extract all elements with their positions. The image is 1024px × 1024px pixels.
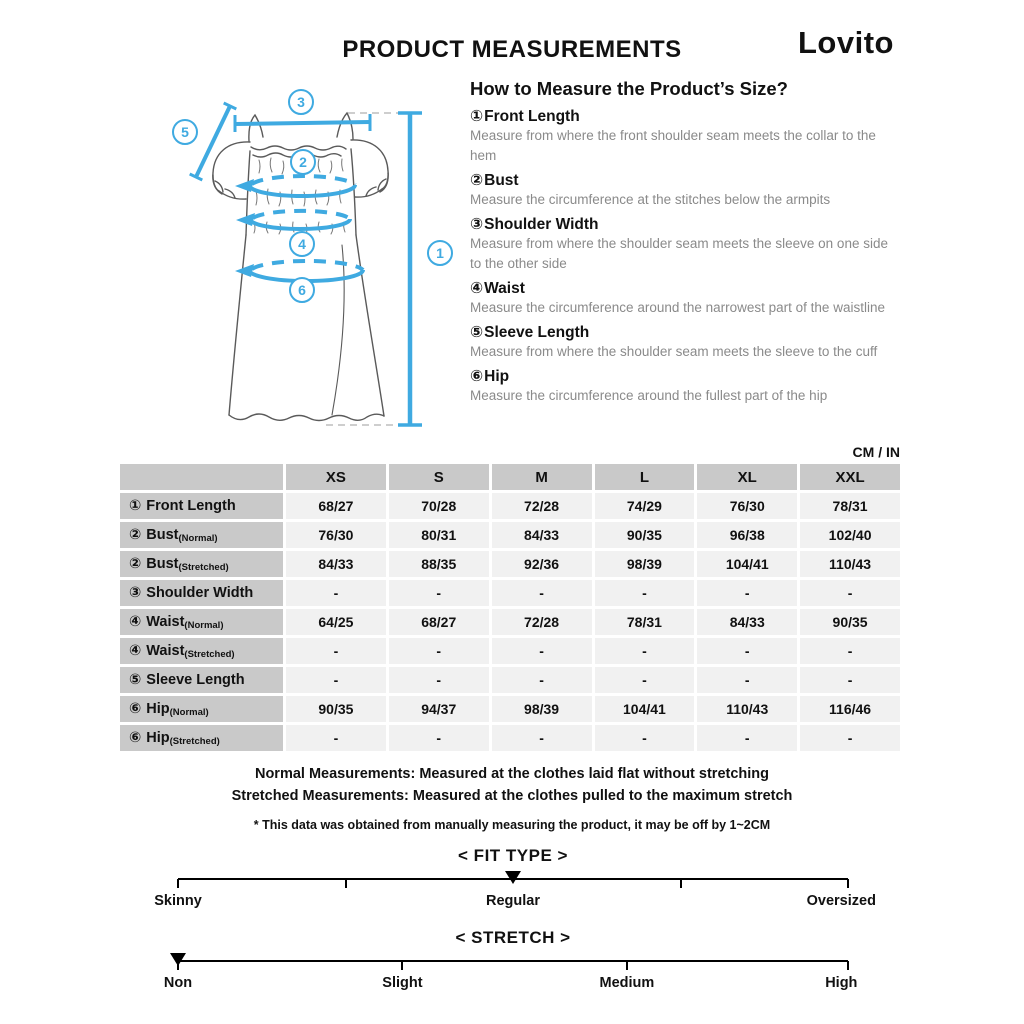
measurement-notes — [0, 763, 1024, 807]
measurement-value: - — [389, 725, 489, 751]
instruction-description: Measure from where the shoulder seam meets the sleeve to the cuff — [470, 344, 878, 359]
instruction-label: Shoulder Width — [484, 216, 599, 233]
marker-4: 4 — [298, 236, 306, 252]
row-number: ④ — [129, 643, 142, 659]
measurement-value: 92/36 — [492, 551, 592, 577]
instruction-label: Front Length — [484, 108, 580, 125]
instruction-title — [470, 107, 888, 126]
measurement-value: - — [697, 725, 797, 751]
measurement-value: - — [697, 667, 797, 693]
stretch-scale-title: < STRETCH > — [455, 928, 571, 947]
scale-tick — [847, 961, 849, 970]
row-label-sub: (Normal) — [169, 706, 209, 718]
marker-1: 1 — [436, 245, 444, 261]
measure-instruction — [470, 367, 888, 406]
scale-tick — [847, 879, 849, 888]
size-column-header: S — [389, 464, 489, 490]
measurement-value: - — [286, 638, 386, 664]
measurement-value: 98/39 — [595, 551, 695, 577]
scale-label: Skinny — [154, 893, 202, 909]
instruction-title — [470, 323, 888, 342]
measurement-value: - — [800, 638, 900, 664]
row-label — [120, 493, 283, 519]
measurement-value: 104/41 — [697, 551, 797, 577]
measurement-value: 110/43 — [697, 696, 797, 722]
measurement-value: - — [492, 667, 592, 693]
measurement-value: - — [697, 580, 797, 606]
instruction-number: ② — [470, 172, 484, 189]
measurement-value: 110/43 — [800, 551, 900, 577]
measurement-value: 102/40 — [800, 522, 900, 548]
row-label — [120, 725, 283, 751]
measurement-value: - — [492, 638, 592, 664]
instruction-description: Measure from where the front shoulder seam meets the collar to the hem — [470, 128, 876, 163]
stretch-scale — [163, 928, 858, 993]
how-to-list — [470, 107, 888, 406]
measurement-value: 68/27 — [286, 493, 386, 519]
measurement-value: 84/33 — [286, 551, 386, 577]
instruction-description: Measure the circumference around the narrowest part of the waistline — [470, 300, 885, 315]
marker-2: 2 — [299, 154, 307, 170]
measure-instruction — [470, 279, 888, 318]
row-label — [120, 522, 283, 548]
instruction-number: ⑥ — [470, 368, 484, 385]
row-label — [120, 638, 283, 664]
measurement-value: 84/33 — [697, 609, 797, 635]
measurement-value: 90/35 — [286, 696, 386, 722]
size-column-header: M — [492, 464, 592, 490]
row-label-text: Hip — [146, 730, 170, 746]
row-number: ⑤ — [129, 672, 142, 688]
row-label-sub: (Normal) — [178, 532, 218, 544]
instruction-description: Measure the circumference around the fullest part of the hip — [470, 388, 828, 403]
row-label-text: Sleeve Length — [146, 672, 245, 688]
instruction-label: Hip — [484, 368, 510, 385]
instruction-title — [470, 279, 888, 298]
measurement-value: - — [492, 580, 592, 606]
measurement-value: 74/29 — [595, 493, 695, 519]
measurement-value: 88/35 — [389, 551, 489, 577]
row-label-text: Front Length — [146, 498, 236, 514]
row-label-text: Waist — [146, 643, 185, 659]
instruction-number: ④ — [470, 280, 484, 297]
row-label — [120, 609, 283, 635]
fit-scale-labels — [154, 893, 876, 911]
instruction-description: Measure from where the shoulder seam meets the sleeve on one side to the other side — [470, 236, 888, 271]
instruction-description: Measure the circumference at the stitches below the armpits — [470, 192, 831, 207]
measurement-value: - — [389, 667, 489, 693]
measurement-value: - — [595, 580, 695, 606]
measurement-value: - — [492, 725, 592, 751]
scale-tick — [401, 961, 403, 970]
scale-tick — [345, 879, 347, 888]
fit-scale-title: < FIT TYPE > — [458, 846, 568, 865]
instruction-title — [470, 367, 888, 386]
measurement-value: 72/28 — [492, 493, 592, 519]
stretch-scale-line — [178, 960, 848, 972]
row-number: ② — [129, 527, 142, 543]
measurement-value: 78/31 — [595, 609, 695, 635]
measurement-value: 98/39 — [492, 696, 592, 722]
row-number: ③ — [129, 585, 142, 601]
instruction-number: ③ — [470, 216, 484, 233]
row-label — [120, 696, 283, 722]
measurement-value: 84/33 — [492, 522, 592, 548]
instruction-title — [470, 171, 888, 190]
instruction-number: ① — [470, 108, 484, 125]
measurement-value: - — [389, 580, 489, 606]
stretch-scale-labels — [163, 975, 858, 993]
brand-logo: Lovito — [798, 25, 894, 60]
measurement-value: - — [800, 725, 900, 751]
marker-6: 6 — [298, 282, 306, 298]
measure-instruction — [470, 215, 888, 274]
marker-5: 5 — [181, 124, 189, 140]
measurement-value: 70/28 — [389, 493, 489, 519]
scale-label: Medium — [599, 975, 655, 991]
measurement-value: - — [697, 638, 797, 664]
fit-scale-line — [178, 878, 848, 890]
row-label-text: Bust — [146, 527, 179, 543]
measurement-value: - — [286, 580, 386, 606]
scale-label: Regular — [486, 893, 540, 909]
table-corner-cell — [120, 464, 283, 490]
scale-label: Oversized — [806, 893, 876, 909]
row-number: ① — [129, 498, 142, 514]
size-column-header: L — [595, 464, 695, 490]
measurement-value: 80/31 — [389, 522, 489, 548]
scale-tick — [177, 879, 179, 888]
row-label-sub: (Stretched) — [169, 735, 220, 747]
how-to-heading: How to Measure the Product’s Size? — [470, 78, 788, 99]
scale-marker — [505, 871, 521, 884]
instruction-label: Bust — [484, 172, 519, 189]
measurement-value: 90/35 — [800, 609, 900, 635]
measure-instruction — [470, 323, 888, 362]
marker-3: 3 — [297, 94, 305, 110]
measurement-value: 76/30 — [286, 522, 386, 548]
measurement-value: - — [595, 667, 695, 693]
measurement-value: 78/31 — [800, 493, 900, 519]
measurement-value: - — [389, 638, 489, 664]
row-label-text: Hip — [146, 701, 170, 717]
instruction-label: Sleeve Length — [484, 324, 590, 341]
row-label-sub: (Stretched) — [178, 561, 229, 573]
row-number: ⑥ — [129, 701, 142, 717]
measurement-value: 116/46 — [800, 696, 900, 722]
measure-instruction — [470, 107, 888, 166]
fit-scale — [154, 846, 876, 911]
row-label-sub: (Stretched) — [184, 648, 235, 660]
dress-diagram — [130, 85, 460, 435]
measurement-value: - — [286, 725, 386, 751]
measurement-value: 94/37 — [389, 696, 489, 722]
measurement-value: 68/27 — [389, 609, 489, 635]
page-title: PRODUCT MEASUREMENTS — [342, 36, 682, 63]
measurement-value: 104/41 — [595, 696, 695, 722]
measurement-value: 90/35 — [595, 522, 695, 548]
row-label-text: Waist — [146, 614, 185, 630]
measurement-value: - — [800, 667, 900, 693]
row-number: ⑥ — [129, 730, 142, 746]
scale-label: High — [825, 975, 858, 991]
measure-instruction — [470, 171, 888, 210]
measurement-value: 64/25 — [286, 609, 386, 635]
row-label — [120, 667, 283, 693]
row-number: ② — [129, 556, 142, 572]
measurement-value: 96/38 — [697, 522, 797, 548]
measurement-value: - — [800, 580, 900, 606]
size-column-header: XS — [286, 464, 386, 490]
scale-marker — [170, 953, 186, 966]
scale-label: Non — [163, 975, 193, 991]
row-label — [120, 580, 283, 606]
instruction-title — [470, 215, 888, 234]
measurement-value: 76/30 — [697, 493, 797, 519]
measurement-value: 72/28 — [492, 609, 592, 635]
row-label-text: Shoulder Width — [146, 585, 254, 601]
row-label — [120, 551, 283, 577]
measurement-value: - — [595, 638, 695, 664]
size-column-header: XXL — [800, 464, 900, 490]
scale-tick — [626, 961, 628, 970]
instruction-number: ⑤ — [470, 324, 484, 341]
size-table — [120, 464, 900, 751]
unit-label: CM / IN — [852, 444, 900, 460]
size-column-header: XL — [697, 464, 797, 490]
note-normal: Normal Measurements: Measured at the clothes laid flat without stretching — [254, 766, 770, 782]
measurement-value: - — [595, 725, 695, 751]
row-label-sub: (Normal) — [184, 619, 224, 631]
scale-tick — [680, 879, 682, 888]
note-stretched: Stretched Measurements: Measured at the clothes pulled to the maximum stretch — [231, 788, 793, 804]
row-number: ④ — [129, 614, 142, 630]
disclaimer-note: * This data was obtained from manually measuring the product, it may be off by 1~2CM — [253, 818, 771, 832]
how-to-section — [470, 78, 888, 406]
instruction-label: Waist — [484, 280, 525, 297]
scale-label: Slight — [382, 975, 423, 991]
measurement-value: - — [286, 667, 386, 693]
row-label-text: Bust — [146, 556, 179, 572]
